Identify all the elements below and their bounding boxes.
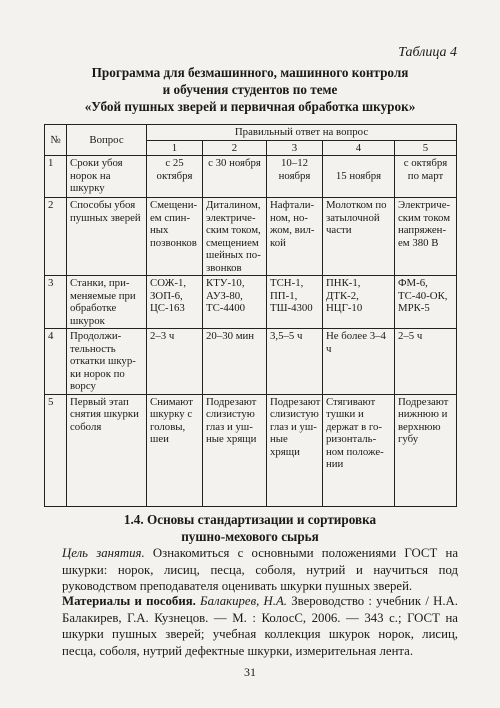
header-answers-title: Правильный ответ на вопрос [147, 125, 457, 141]
table-header-row [45, 125, 457, 141]
goal-label: Цель занятия. [62, 546, 145, 560]
row-num: 2 [45, 198, 67, 276]
caption-line-3: «Убой пушных зверей и первичная обработка шкурок» [84, 99, 416, 114]
answer-cell: Снимают шкурку с головы, шеи [147, 394, 203, 506]
answer-cell: Диталином, электриче-ским током, смещением шейных по-звонков [203, 198, 267, 276]
header-question: Вопрос [67, 125, 147, 156]
section-title-line-2: пушно-мехового сырья [181, 529, 319, 544]
goal-paragraph [62, 545, 458, 595]
answer-cell: КТУ-10, АУЗ-80, ТС-4400 [203, 276, 267, 329]
section-title [40, 511, 460, 545]
answer-cell: Подрезают слизистую глаз и уш-ные хрящи [267, 394, 323, 506]
answer-cell: ТСН-1, ПП-1, ТШ-4300 [267, 276, 323, 329]
caption-line-2: и обучения студентов по теме [162, 82, 338, 97]
table-row [45, 329, 457, 395]
answer-cell: Подрезают слизистую глаз и уш-ные хрящи [203, 394, 267, 506]
answer-cell: Электриче-ским током напряжен-ем 380 В [395, 198, 457, 276]
materials-text: Звероводство : учебник / Н.А. Балакирев, Г.А. Кузнецов. — М. : КолосС, 2006. — 343 с.; ГОСТ на шкурки пушных зверей; учебная коллекция шкурок норок, лисиц, песца, соболя, нутрий дефектные шкурки, измерительная лента. [62, 594, 458, 658]
answer-cell: 2–3 ч [147, 329, 203, 395]
row-num: 5 [45, 394, 67, 506]
answer-cell: 2–5 ч [395, 329, 457, 395]
header-answer-num: 2 [203, 140, 267, 156]
row-question: Продолжи-тельность откатки шкур-ки норок по ворсу [67, 329, 147, 395]
answer-cell: с 30 ноября [203, 156, 267, 198]
row-num: 4 [45, 329, 67, 395]
row-question: Способы убоя пушных зверей [67, 198, 147, 276]
page-number: 31 [244, 665, 256, 679]
materials-paragraph [62, 593, 458, 659]
answer-cell: 15 ноября [323, 156, 395, 198]
caption-line-1: Программа для безмашинного, машинного контроля [91, 65, 409, 80]
table-row [45, 394, 457, 506]
answer-cell: 20–30 мин [203, 329, 267, 395]
answer-cell: Не более 3–4 ч [323, 329, 395, 395]
table-label: Таблица 4 [398, 45, 457, 60]
answer-cell: с 25 октября [147, 156, 203, 198]
answer-cell: Стягивают тушки и держат в го-ризонталь-ном положе-нии [323, 394, 395, 506]
table-caption [40, 64, 460, 115]
answer-cell: с октября по март [395, 156, 457, 198]
row-num: 1 [45, 156, 67, 198]
header-answer-num: 3 [267, 140, 323, 156]
materials-author: Балакирев, Н.А. [195, 594, 288, 608]
row-question: Первый этап снятия шкурки соболя [67, 394, 147, 506]
answer-cell: Молотком по затылочной части [323, 198, 395, 276]
header-num: № [45, 125, 67, 156]
program-table [44, 124, 457, 507]
answer-cell: Подрезают нижнюю и верхнюю губу [395, 394, 457, 506]
header-answer-num: 4 [323, 140, 395, 156]
table-row [45, 156, 457, 198]
answer-cell: 10–12 ноября [267, 156, 323, 198]
header-answer-num: 1 [147, 140, 203, 156]
answer-cell: Нафтали-ном, но-жом, вил-кой [267, 198, 323, 276]
answer-cell: 3,5–5 ч [267, 329, 323, 395]
table-row [45, 276, 457, 329]
answer-cell: ПНК-1, ДТК-2, НЦГ-10 [323, 276, 395, 329]
answer-cell: ФМ-6, ТС-40-ОК, МРК-5 [395, 276, 457, 329]
header-answer-num: 5 [395, 140, 457, 156]
section-title-line-1: 1.4. Основы стандартизации и сортировка [123, 512, 377, 527]
table-row [45, 198, 457, 276]
answer-cell: СОЖ-1, ЗОП-6, ЦС-163 [147, 276, 203, 329]
materials-label: Материалы и пособия. [62, 594, 196, 608]
row-question: Станки, при-меняемые при обработке шкурок [67, 276, 147, 329]
row-num: 3 [45, 276, 67, 329]
row-question: Сроки убоя норок на шкурку [67, 156, 147, 198]
answer-cell: Смещени-ем спин-ных позвонков [147, 198, 203, 276]
goal-text: Ознакомиться с основными положениями ГОСТ на шкурки: норок, лисиц, песца, соболя, нутрий и научиться под руководством преподавателя оценивать шкурки пушных зверей. [62, 546, 458, 593]
